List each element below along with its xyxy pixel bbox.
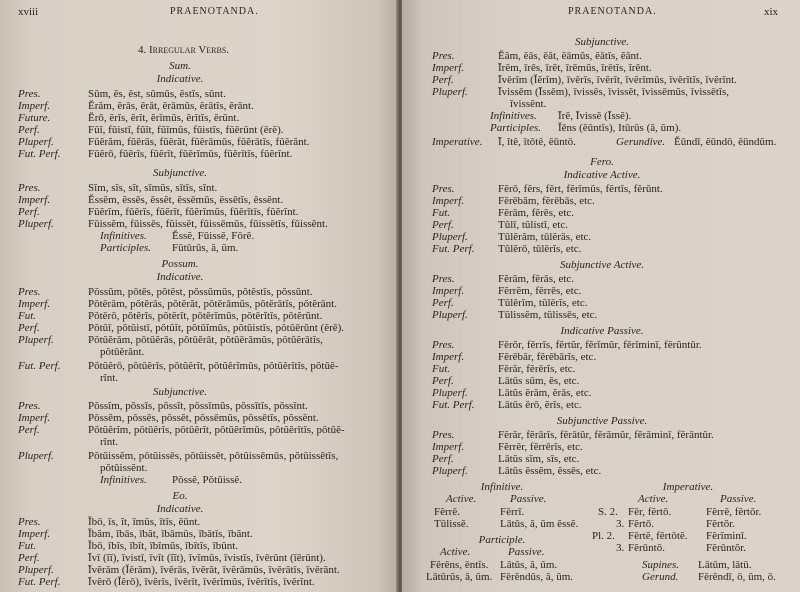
conjugation: Fĕrō, fĕrs, fĕrt, fĕrĭmŭs, fĕrtĭs, fĕrŭnt.	[498, 183, 663, 195]
tense-label: Perf.	[432, 375, 454, 387]
conjugation: Tŭlĕrō, tŭlĕrĭs, etc.	[498, 243, 582, 255]
form: Lātūrŭs, ă, ŭm.	[426, 571, 493, 583]
conjugation: Īvĕrĭm (Ĭĕrĭm), īvĕrĭs, īvĕrĭt, īvĕrĭmŭs, īvĕrĭtĭs, īvĕrĭnt.	[498, 74, 737, 86]
imperative-label: Imperative.	[432, 136, 483, 148]
tense-label: Perf.	[432, 297, 454, 309]
tense-label: Fut.	[18, 310, 37, 322]
tense-label: Pluperf.	[18, 334, 54, 346]
conjugation: Īvissĕm (Īssĕm), īvissēs, īvissĕt, īvissēmŭs, īvissētĭs,	[498, 86, 729, 98]
mood-title: Subjunctive Active.	[559, 259, 645, 271]
conjugation: Pŏtŭissĕm, pŏtŭissēs, pŏtŭissĕt, pŏtŭissēmŭs, pŏtŭissētĭs,	[88, 450, 339, 462]
conjugation: Pŏtŭĕrăm, pŏtŭĕrās, pŏtŭĕrăt, pŏtŭĕrāmŭs, pŏtŭĕrātĭs,	[88, 334, 323, 346]
infinitives: Pŏssĕ, Pŏtŭissĕ.	[172, 474, 242, 486]
tense-label: Pluperf.	[18, 136, 54, 148]
tense-label: Imperf.	[18, 100, 51, 112]
conjugation: Pŏtŭĕrĭm, pŏtŭĕrĭs, pŏtŭĕrĭt, pŏtŭĕrĭmŭs, pŏtŭĕrĭtĭs, pŏtŭĕ-	[88, 424, 345, 436]
conjugation: Tŭlissĕm, tŭlissēs, etc.	[498, 309, 598, 321]
conjugation: Fŭĕrĭm, fŭĕrĭs, fŭĕrĭt, fŭĕrĭmŭs, fŭĕrĭtĭs, fŭĕrĭnt.	[88, 206, 299, 218]
gerundive: Ĕūndī, ĕūndō, ĕūndŭm.	[674, 136, 777, 148]
conjugation: Lātŭs ĕrăm, ĕrās, etc.	[498, 387, 592, 399]
form: Lātŭs, ă, ŭm.	[500, 559, 558, 571]
person: 3.	[616, 518, 625, 530]
infinitives-label: Infinitives.	[100, 474, 147, 486]
tense-label: Pluperf.	[432, 231, 468, 243]
tense-label: Fut. Perf.	[18, 148, 61, 160]
conjugation: Ĕrō, ĕrĭs, ĕrĭt, ĕrĭmŭs, ĕrĭtĭs, ĕrŭnt.	[88, 112, 240, 124]
tense-label: Imperf.	[432, 285, 465, 297]
tense-label: Fut. Perf.	[18, 576, 61, 588]
participles-label: Participles.	[490, 122, 542, 134]
tense-label: Pluperf.	[18, 450, 54, 462]
tense-label: Imperf.	[432, 441, 465, 453]
form: Fĕrĕndŭs, ă, ŭm.	[500, 571, 574, 583]
conjugation: Īvĕrō (Ĭĕrō), īvĕrĭs, īvĕrĭt, īvĕrĭmŭs, īvĕrĭtĭs, īvĕrĭnt.	[88, 576, 315, 588]
supines: Lātŭm, lātū.	[698, 559, 752, 571]
tense-label: Pluperf.	[432, 86, 468, 98]
col-header: Active.	[638, 493, 669, 505]
tense-label: Fut. Perf.	[432, 399, 475, 411]
tense-label: Perf.	[18, 206, 40, 218]
col-header: Passive.	[508, 546, 545, 558]
conjugation: Fĕrŏr, fĕrrĭs, fĕrtŭr, fĕrĭmŭr, fĕrĭminī, fĕrŭntŭr.	[498, 339, 702, 351]
tense-label: Pres.	[432, 339, 455, 351]
tense-label: Imperf.	[432, 195, 465, 207]
conjugation: Fĕrăr, fĕrārĭs, fĕrātŭr, fĕrāmŭr, fĕrāminī, fĕrāntŭr.	[498, 429, 714, 441]
gerund-label: Gerund.	[642, 571, 679, 583]
participles: Ĭēns (ĕūntĭs), Itūrŭs (ă, ŭm).	[558, 122, 682, 134]
gerundive-label: Gerundive.	[616, 136, 666, 148]
verb-title: Eo.	[172, 490, 188, 502]
tense-label: Pluperf.	[18, 218, 54, 230]
mood-title: Indicative.	[156, 503, 204, 515]
tense-label: Perf.	[18, 552, 40, 564]
tense-label: Pluperf.	[432, 465, 468, 477]
tense-label: Pluperf.	[432, 387, 468, 399]
form: Fĕr, fĕrtō.	[628, 506, 672, 518]
tense-label: Pres.	[18, 400, 41, 412]
mood-title: Subjunctive.	[152, 167, 208, 179]
conjugation: Sŭm, ĕs, ĕst, sŭmŭs, ĕstĭs, sŭnt.	[88, 88, 226, 100]
form: Fĕrtĕ, fĕrtōtĕ.	[628, 530, 688, 542]
tense-label: Fut.	[432, 207, 451, 219]
conjugation: Fĕrrĕr, fĕrrērĭs, etc.	[498, 441, 583, 453]
conjugation: Ĕssĕm, ĕssēs, ĕssĕt, ĕssēmŭs, ĕssētĭs, ĕssĕnt.	[88, 194, 284, 206]
tense-label: Perf.	[18, 424, 40, 436]
conjugation: Fĕrēbăr, fĕrēbārĭs, etc.	[498, 351, 597, 363]
tense-label: Imperf.	[432, 62, 465, 74]
form: Fĕrrī.	[500, 506, 525, 518]
running-head: PRAENOTANDA.	[170, 6, 259, 17]
tense-label: Perf.	[18, 124, 40, 136]
tense-label: Imperf.	[432, 351, 465, 363]
tense-label: Pres.	[18, 88, 41, 100]
tense-label: Imperf.	[18, 528, 51, 540]
conjugation: Pŏssĭm, pŏssīs, pŏssĭt, pŏssīmŭs, pŏssītĭs, pŏssĭnt.	[88, 400, 308, 412]
verb-title: Sum.	[169, 60, 191, 72]
supines-label: Supines.	[642, 559, 679, 571]
conjugation: Fŭĕrō, fŭĕrĭs, fŭĕrĭt, fŭĕrĭmŭs, fŭĕrĭtĭs, fŭĕrĭnt.	[88, 148, 293, 160]
verb-title: Possum.	[161, 258, 199, 270]
left-page	[0, 0, 398, 592]
infinitives-label: Infinitives.	[100, 230, 147, 242]
conjugation: Pŏtŭĕrō, pŏtŭĕrĭs, pŏtŭĕrĭt, pŏtŭĕrĭmŭs, pŏtŭĕrĭtĭs, pŏtŭĕ-	[88, 360, 339, 372]
tense-label: Pres.	[432, 50, 455, 62]
mood-title: Subjunctive Passive.	[556, 415, 648, 427]
conjugation: Fŭī, fŭistī, fŭĭt, fŭĭmŭs, fŭistĭs, fŭērŭnt (ērĕ).	[88, 124, 284, 136]
tense-label: Pluperf.	[18, 564, 54, 576]
conjugation-cont: pŏtŭĕrănt.	[100, 346, 145, 358]
infinitives: Ĕssĕ, Fŭissĕ, Fŏrĕ.	[172, 230, 255, 242]
person: 3.	[616, 542, 625, 554]
section-title: 4. Irregular Verbs.	[138, 44, 230, 56]
participles-label: Participles.	[100, 242, 152, 254]
conjugation: Pŏssŭm, pŏtĕs, pŏtĕst, pŏssŭmŭs, pŏtĕstĭs, pŏssŭnt.	[88, 286, 313, 298]
verb-title: Fero.	[590, 156, 614, 168]
tense-label: Pluperf.	[432, 309, 468, 321]
person: S. 2.	[598, 506, 618, 518]
tense-label: Fut. Perf.	[18, 360, 61, 372]
running-head: PRAENOTANDA.	[568, 6, 657, 17]
tense-label: Perf.	[432, 74, 454, 86]
tense-label: Imperf.	[18, 298, 51, 310]
col-header: Active.	[440, 546, 471, 558]
tense-label: Pres.	[432, 429, 455, 441]
tense-label: Imperf.	[18, 412, 51, 424]
tense-label: Pres.	[18, 182, 41, 194]
conjugation: Fĕrrĕm, fĕrrēs, etc.	[498, 285, 582, 297]
form: Fĕrĭminī.	[706, 530, 747, 542]
conjugation: Fĕrăm, fĕrās, etc.	[498, 273, 575, 285]
conjugation: Fĕrēbăm, fĕrēbās, etc.	[498, 195, 595, 207]
tense-label: Fut.	[18, 540, 37, 552]
conjugation: Tŭlĕrĭm, tŭlĕrĭs, etc.	[498, 297, 588, 309]
conjugation: Ĭbō, ībĭs, ībĭt, ībĭmŭs, ībĭtĭs, ībŭnt.	[88, 540, 239, 552]
col-header: Passive.	[510, 493, 547, 505]
conjugation-cont: rĭnt.	[100, 436, 119, 448]
form: Tŭlissĕ.	[434, 518, 469, 530]
person: Pl. 2.	[592, 530, 615, 542]
tense-label: Pres.	[432, 183, 455, 195]
conjugation: Ĭbō, īs, ĭt, īmŭs, ītĭs, ĕūnt.	[88, 516, 201, 528]
form: Fĕrtŏr.	[706, 518, 736, 530]
mood-title: Indicative Active.	[563, 169, 641, 181]
conjugation: Īvĕrăm (Ĭĕrăm), īvĕrās, īvĕrăt, īvĕrāmŭs, īvĕrātĭs, īvĕrănt.	[88, 564, 340, 576]
conjugation: Ĭbăm, ībās, ībăt, ībāmŭs, ībātĭs, ībănt.	[88, 528, 253, 540]
col-header: Active.	[446, 493, 477, 505]
mood-title: Indicative Passive.	[560, 325, 644, 337]
tense-label: Imperf.	[18, 194, 51, 206]
infinitives-label: Infinitives.	[490, 110, 537, 122]
conjugation: Pŏtĕrăm, pŏtĕrās, pŏtĕrăt, pŏtĕrāmŭs, pŏtĕrātĭs, pŏtĕrănt.	[88, 298, 337, 310]
conjugation: Ĕrăm, ĕrās, ĕrăt, ĕrāmŭs, ĕrātĭs, ĕrănt.	[88, 100, 254, 112]
conjugation: Īvī (ĭī), īvistī, īvĭt (ĭĭt), īvĭmŭs, īvistĭs, īvērŭnt (īērŭnt).	[88, 552, 326, 564]
block-title: Participle.	[478, 534, 526, 546]
conjugation: Pŏssĕm, pŏssēs, pŏssĕt, pŏssēmŭs, pŏssētĭs, pŏssĕnt.	[88, 412, 319, 424]
form: Fĕrtō.	[628, 518, 654, 530]
tense-label: Pres.	[18, 516, 41, 528]
form: Fĕrrĕ.	[434, 506, 460, 518]
mood-title: Indicative.	[156, 73, 204, 85]
mood-title: Subjunctive.	[152, 386, 208, 398]
conjugation-cont: rĭnt.	[100, 372, 119, 384]
page-number: xviii	[18, 6, 39, 18]
tense-label: Future.	[18, 112, 51, 124]
block-title: Infinitive.	[480, 481, 524, 493]
block-title: Imperative.	[662, 481, 714, 493]
tense-label: Perf.	[432, 219, 454, 231]
conjugation: Lātŭs sŭm, ĕs, etc.	[498, 375, 580, 387]
tense-label: Pres.	[432, 273, 455, 285]
col-header: Passive.	[720, 493, 757, 505]
form: Fĕrrĕ, fĕrtŏr.	[706, 506, 762, 518]
form: Fĕrūntō.	[628, 542, 665, 554]
conjugation: Tŭlī, tŭlistī, etc.	[498, 219, 568, 231]
conjugation: Fĕrăm, fĕrēs, etc.	[498, 207, 575, 219]
right-page	[402, 0, 800, 592]
conjugation: Ĕăm, ĕās, ĕăt, ĕāmŭs, ĕātĭs, ĕānt.	[498, 50, 642, 62]
tense-label: Perf.	[432, 453, 454, 465]
page-number: xix	[764, 6, 779, 18]
conjugation: Lātŭs ĕrō, ĕrĭs, etc.	[498, 399, 582, 411]
conjugation: Fŭissĕm, fŭissēs, fŭissĕt, fŭissēmŭs, fŭissētĭs, fŭissĕnt.	[88, 218, 328, 230]
conjugation: Sĭm, sīs, sĭt, sīmŭs, sītĭs, sĭnt.	[88, 182, 218, 194]
mood-title: Subjunctive.	[574, 36, 630, 48]
form: Lātŭs, ă, ŭm ĕssĕ.	[500, 518, 579, 530]
conjugation: Pŏtŭī, pŏtŭistī, pŏtŭĭt, pŏtŭĭmŭs, pŏtŭistĭs, pŏtŭērŭnt (ērĕ).	[88, 322, 345, 334]
tense-label: Pres.	[18, 286, 41, 298]
conjugation: Pŏtĕrō, pŏtĕrĭs, pŏtĕrĭt, pŏtĕrĭmŭs, pŏtĕrĭtĭs, pŏtĕrŭnt.	[88, 310, 323, 322]
form: Fĕrēns, ēntĭs.	[430, 559, 489, 571]
conjugation: Lātŭs sĭm, sīs, etc.	[498, 453, 580, 465]
form: Fĕrūntŏr.	[706, 542, 747, 554]
conjugation: Tŭlĕrăm, tŭlĕrās, etc.	[498, 231, 592, 243]
mood-title: Indicative.	[156, 271, 204, 283]
conjugation-cont: īvissĕnt.	[510, 98, 547, 110]
conjugation: Fŭĕrăm, fŭĕrās, fŭĕrăt, fŭĕrāmŭs, fŭĕrātĭs, fŭĕrănt.	[88, 136, 310, 148]
infinitives: Īrĕ, Īvissĕ (Īssĕ).	[558, 110, 632, 122]
conjugation: Fĕrăr, fĕrērĭs, etc.	[498, 363, 576, 375]
conjugation-cont: pŏtŭissĕnt.	[100, 462, 148, 474]
tense-label: Fut. Perf.	[432, 243, 475, 255]
conjugation: Lātŭs ĕssĕm, ĕssēs, etc.	[498, 465, 602, 477]
participles: Fŭtūrŭs, ă, ŭm.	[172, 242, 239, 254]
conjugation: Īrĕm, īrēs, īrĕt, īrēmŭs, īrētĭs, īrĕnt.	[498, 62, 652, 74]
gerund: Fĕrĕndī, ō, ŭm, ō.	[698, 571, 776, 583]
imperative: Ī, ītĕ, ītōtĕ, ĕūntō.	[498, 136, 576, 148]
tense-label: Fut.	[432, 363, 451, 375]
tense-label: Perf.	[18, 322, 40, 334]
